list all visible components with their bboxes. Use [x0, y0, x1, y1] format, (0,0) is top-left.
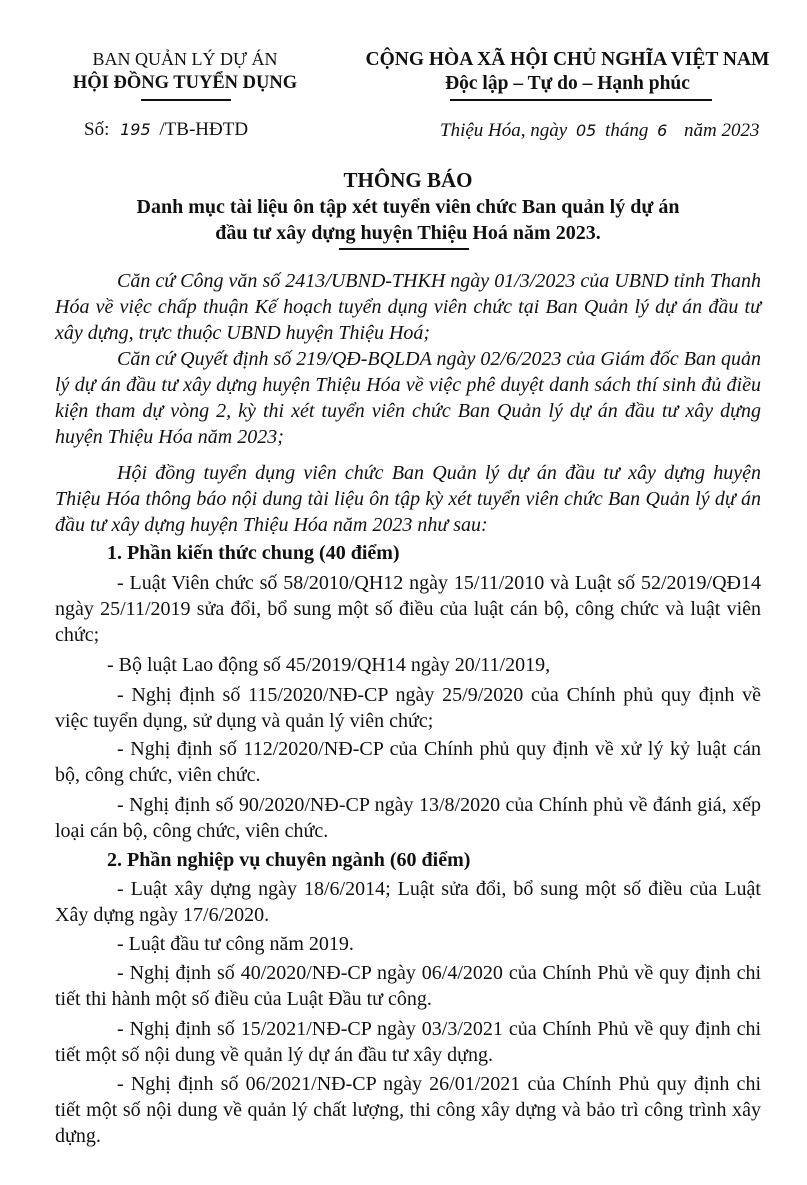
date-year: năm 2023 [684, 120, 760, 141]
document-subtitle-line2: đầu tư xây dựng huyện Thiệu Hoá năm 2023. [215, 222, 601, 244]
title-underline [339, 248, 469, 250]
date-month: 6 [657, 121, 668, 140]
section-2-item-2: - Luật đầu tư công năm 2019. [117, 933, 354, 955]
doc-number-suffix: /TB-HĐTD [159, 119, 249, 140]
date-month-word: tháng [605, 120, 649, 141]
section-2-item-3: - Nghị định số 40/2020/NĐ-CP ngày 06/4/2020 của Chính Phủ về quy định chi tiết thi hành một số điều của Luật Đầu tư công. [55, 962, 761, 1010]
national-title: CỘNG HÒA XÃ HỘI CHỦ NGHĨA VIỆT NAM [365, 49, 770, 70]
section-1-item-3: - Nghị định số 115/2020/NĐ-CP ngày 25/9/2020 của Chính phủ quy định về việc tuyển dụng, sử dụng và quản lý viên chức; [55, 684, 761, 732]
section-2-item-4: - Nghị định số 15/2021/NĐ-CP ngày 03/3/2021 của Chính Phủ về quy định chi tiết một số nội dung về quản lý dự án đầu tư xây dựng. [55, 1018, 761, 1066]
section-2-item-5: - Nghị định số 06/2021/NĐ-CP ngày 26/01/2021 của Chính Phủ quy định chi tiết một số nội dung về quản lý chất lượng, thi công xây dựng và bảo trì công trình xây dựng. [55, 1073, 761, 1147]
doc-number-value: 195 [120, 120, 151, 139]
legal-basis-paragraph-2: Căn cứ Quyết định số 219/QĐ-BQLDA ngày 02/6/2023 của Giám đốc Ban quản lý dự án đầu tư xây dựng huyện Thiệu Hóa về việc phê duyệt danh sách thí sinh đủ điều kiện tham dự vòng 2, kỳ thi xét tuyển viên chức Ban Quản lý dự án đầu tư xây dựng huyện Thiệu Hóa năm 2023; [55, 348, 761, 448]
date-day: 05 [575, 121, 597, 140]
section-1-item-5: - Nghị định số 90/2020/NĐ-CP ngày 13/8/2020 của Chính phủ về đánh giá, xếp loại cán bộ, công chức, viên chức. [55, 794, 761, 842]
legal-basis-paragraph-1: Căn cứ Công văn số 2413/UBND-THKH ngày 01/3/2023 của UBND tỉnh Thanh Hóa về việc chấp thuận Kế hoạch tuyển dụng viên chức tại Ban Quản lý dự án đầu tư xây dựng, trực thuộc UBND huyện Thiệu Hoá; [55, 270, 761, 344]
section-1-item-4: - Nghị định số 112/2020/NĐ-CP của Chính phủ quy định về xử lý kỷ luật cán bộ, công chức, viên chức. [55, 738, 761, 786]
date-place: Thiệu Hóa, ngày [440, 120, 568, 141]
council-underline [141, 99, 231, 101]
section-1-item-2: - Bộ luật Lao động số 45/2019/QH14 ngày 20/11/2019, [107, 654, 551, 676]
section-1-item-1: - Luật Viên chức số 58/2010/QH12 ngày 15/11/2010 và Luật số 52/2019/QĐ14 ngày 25/11/2019 sửa đổi, bổ sung một số điều của luật cán bộ, công chức và luật viên chức; [55, 572, 761, 646]
doc-number-prefix: Số: [84, 119, 110, 140]
motto-underline [450, 99, 712, 101]
document-subtitle-line1: Danh mục tài liệu ôn tập xét tuyển viên chức Ban quản lý dự án [136, 196, 680, 218]
agency-name: BAN QUẢN LÝ DỰ ÁN [92, 49, 278, 69]
council-name: HỘI ĐỒNG TUYỂN DỤNG [72, 73, 298, 93]
document-title: THÔNG BÁO [343, 168, 473, 192]
section-2-item-1: - Luật xây dựng ngày 18/6/2014; Luật sửa đổi, bổ sung một số điều của Luật Xây dựng ngày 17/6/2020. [55, 878, 761, 926]
section-2-heading: 2. Phần nghiệp vụ chuyên ngành (60 điểm) [107, 849, 471, 871]
section-1-heading: 1. Phần kiến thức chung (40 điểm) [107, 542, 400, 564]
document-date [440, 120, 760, 142]
document-number [84, 119, 248, 141]
announcement-paragraph: Hội đồng tuyển dụng viên chức Ban Quản lý dự án đầu tư xây dựng huyện Thiệu Hóa thông báo nội dung tài liệu ôn tập kỳ xét tuyển viên chức Ban Quản lý dự án đầu tư xây dựng huyện Thiệu Hóa năm 2023 như sau: [55, 462, 761, 536]
national-motto: Độc lập – Tự do – Hạnh phúc [445, 73, 690, 94]
